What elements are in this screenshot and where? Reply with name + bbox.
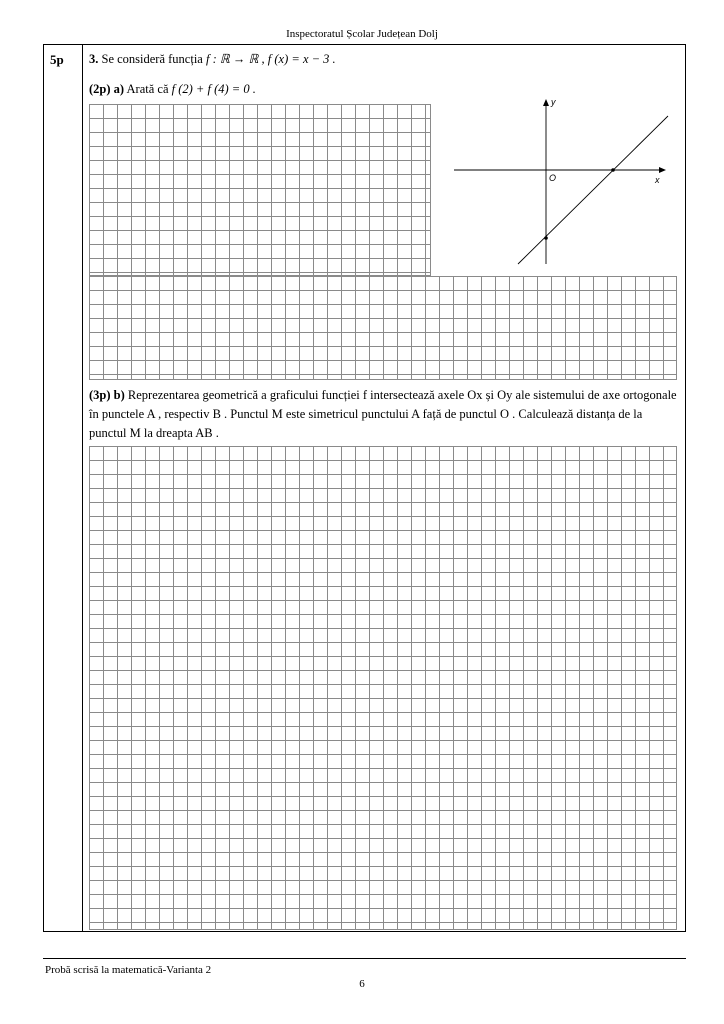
- points-column-divider: [82, 44, 83, 932]
- part-a-formula: f (2) + f (4) = 0 .: [171, 82, 256, 96]
- point-a: [611, 168, 615, 172]
- x-label: x: [655, 175, 660, 185]
- statement-text: Se consideră funcția: [101, 52, 203, 66]
- x-axis-arrow: [659, 167, 666, 173]
- part-a-points: (2p) a): [89, 82, 125, 96]
- y-axis-arrow: [543, 99, 549, 106]
- answer-grid-a-lower[interactable]: [89, 276, 677, 380]
- page-header: Inspectoratul Școlar Județean Dolj: [286, 28, 438, 40]
- part-a-text: Arată că: [126, 82, 169, 96]
- footer-exam: Probă scrisă la matematică-Varianta 2: [45, 964, 212, 976]
- origin-label: O: [549, 173, 557, 183]
- answer-grid-b[interactable]: [89, 446, 677, 930]
- function-graph: [450, 94, 680, 270]
- part-a: [89, 82, 256, 97]
- problem-points: 5p: [50, 52, 64, 67]
- problem-number: 3.: [89, 52, 99, 66]
- y-label: y: [551, 97, 556, 107]
- footer-divider: [43, 958, 686, 959]
- function-definition: f : ℝ → ℝ , f (x) = x − 3 .: [205, 52, 336, 66]
- point-b: [544, 236, 548, 240]
- function-line: [518, 116, 668, 264]
- part-b: [89, 386, 679, 443]
- page-number: 6: [359, 978, 365, 990]
- answer-grid-a-upper[interactable]: [89, 104, 431, 276]
- part-b-points: (3p) b): [89, 388, 125, 402]
- problem-statement: [89, 51, 336, 67]
- part-b-text: Reprezentarea geometrică a graficului funcției f intersectează axele Ox și Oy ale sistemului de axe ortogonale în punctele A , respectiv B . Punctul M este simetricul punctului A față de punctul O . Calculează distanța de la punctul M la dreapta AB .: [89, 388, 677, 440]
